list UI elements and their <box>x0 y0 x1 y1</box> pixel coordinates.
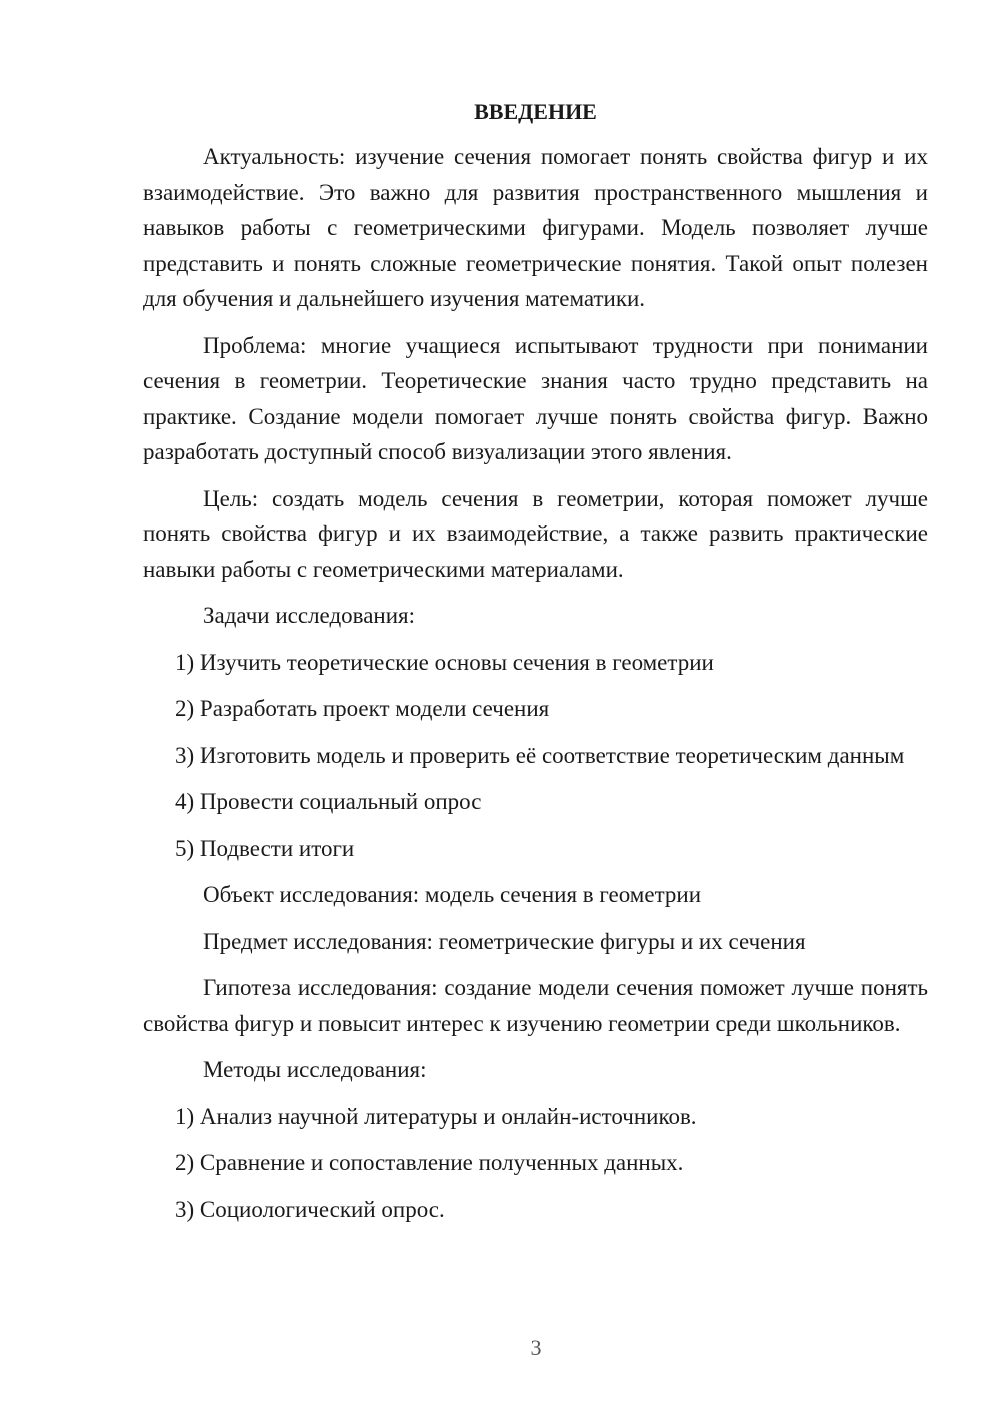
page-content <box>143 94 928 1227</box>
task-item: 4) Провести социальный опрос <box>175 789 482 814</box>
tasks-heading: Задачи исследования: <box>203 603 416 628</box>
section-title: ВВЕДЕНИЕ <box>474 99 597 124</box>
methods-heading: Методы исследования: <box>203 1057 427 1082</box>
task-item: 2) Разработать проект модели сечения <box>175 696 550 721</box>
problem-paragraph: Проблема: многие учащиеся испытывают трудности при понимании сечения в геометрии. Теоретические знания часто трудно представить на практике. Создание модели помогает лучше понять свойства фигур. Важно разработать доступный способ визуализации этого явления. <box>143 332 928 464</box>
method-item: 1) Анализ научной литературы и онлайн-источников. <box>175 1103 697 1129</box>
method-item: 3) Социологический опрос. <box>175 1196 445 1222</box>
task-item: 1) Изучить теоретические основы сечения в геометрии <box>175 649 714 675</box>
hypothesis-paragraph: Гипотеза исследования: создание модели сечения поможет лучше понять свойства фигур и повысит интерес к изучению геометрии среди школьников. <box>143 975 928 1036</box>
task-item: 5) Подвести итоги <box>175 835 355 861</box>
relevance-paragraph: Актуальность: изучение сечения помогает понять свойства фигур и их взаимодействие. Это важно для развития пространственного мышления и навыков работы с геометрическими фигурами. Модель позволяет лучше представить и понять сложные геометрические понятия. Такой опыт полезен для обучения и дальнейшего изучения математики. <box>143 144 928 311</box>
research-subject: Предмет исследования: геометрические фигуры и их сечения <box>203 928 806 954</box>
page-number: 3 <box>530 1335 542 1360</box>
goal-paragraph: Цель: создать модель сечения в геометрии, которая поможет лучше понять свойства фигур и их взаимодействие, а также развить практические навыки работы с геометрическими материалами. <box>143 485 928 582</box>
method-item: 2) Сравнение и сопоставление полученных данных. <box>175 1150 684 1175</box>
research-object: Объект исследования: модель сечения в геометрии <box>203 882 702 907</box>
task-item: 3) Изготовить модель и проверить её соответствие теоретическим данным <box>175 742 905 768</box>
